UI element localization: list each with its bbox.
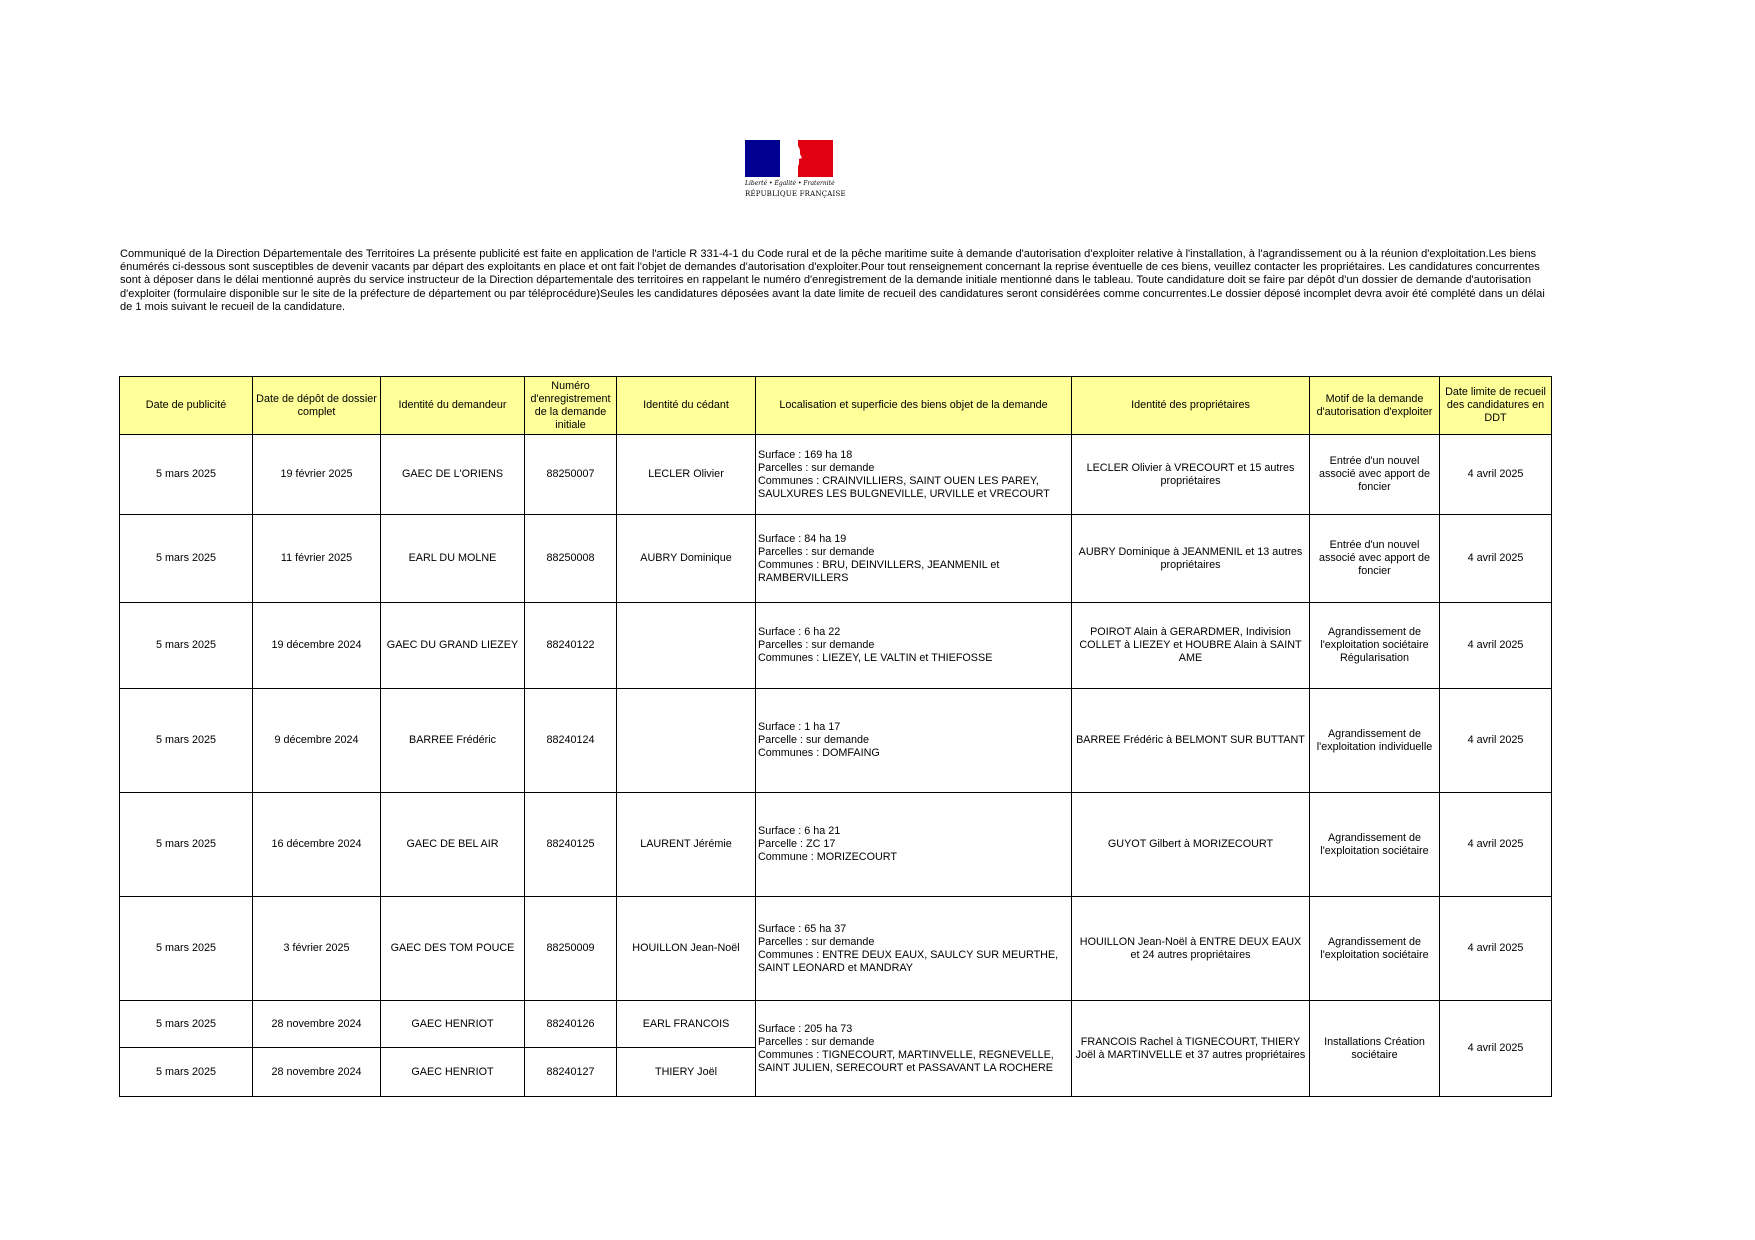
cell-motif: Agrandissement de l'exploitation individuelle: [1310, 689, 1440, 793]
cell-motif: Installations Création sociétaire: [1310, 1001, 1440, 1097]
header-proprietaires: Identité des propriétaires: [1072, 377, 1310, 435]
header-date-publicite: Date de publicité: [120, 377, 253, 435]
cell-proprietaires: AUBRY Dominique à JEANMENIL et 13 autres propriétaires: [1072, 515, 1310, 603]
parcelles-text: Parcelles : sur demande: [758, 461, 875, 474]
cell-demandeur: EARL DU MOLNE: [381, 515, 525, 603]
communes-text: Communes : TIGNECOURT, MARTINVELLE, REGNEVELLE, SAINT JULIEN, SERECOURT et PASSAVANT LA ROCHERE: [758, 1048, 1054, 1074]
cell-numero: 88250009: [525, 897, 617, 1001]
cell-localisation: [756, 515, 1072, 603]
surface-text: Surface : 84 ha 19: [758, 532, 847, 545]
cell-proprietaires: HOUILLON Jean-Noël à ENTRE DEUX EAUX et 24 autres propriétaires: [1072, 897, 1310, 1001]
cell-cedant: LAURENT Jérémie: [617, 793, 756, 897]
cell-localisation: [756, 435, 1072, 515]
parcelles-text: Parcelles : sur demande: [758, 1035, 875, 1048]
cell-demandeur: GAEC HENRIOT: [381, 1001, 525, 1048]
cell-pub: 5 mars 2025: [120, 515, 253, 603]
cell-motif: Entrée d'un nouvel associé avec apport de foncier: [1310, 435, 1440, 515]
cell-limite: 4 avril 2025: [1440, 435, 1552, 515]
cell-limite: 4 avril 2025: [1440, 897, 1552, 1001]
cell-motif: Agrandissement de l'exploitation sociétaire: [1310, 793, 1440, 897]
marianne-profile-icon: [771, 140, 809, 177]
parcelles-text: Parcelle : ZC 17: [758, 838, 836, 850]
cell-numero: 88240122: [525, 603, 617, 689]
cell-depot: 3 février 2025: [253, 897, 381, 1001]
cell-pub: 5 mars 2025: [120, 603, 253, 689]
cell-proprietaires: FRANCOIS Rachel à TIGNECOURT, THIERY Joël à MARTINVELLE et 37 autres propriétaires: [1072, 1001, 1310, 1097]
cell-numero: 88240124: [525, 689, 617, 793]
cell-demandeur: GAEC DE L'ORIENS: [381, 435, 525, 515]
table-row: [120, 1001, 1552, 1048]
cell-cedant: EARL FRANCOIS: [617, 1001, 756, 1048]
cell-depot: 19 février 2025: [253, 435, 381, 515]
communes-text: Communes : LIEZEY, LE VALTIN et THIEFOSSE: [758, 652, 993, 664]
cell-motif: Agrandissement de l'exploitation sociétaire Régularisation: [1310, 603, 1440, 689]
cell-limite: 4 avril 2025: [1440, 603, 1552, 689]
cell-proprietaires: POIROT Alain à GERARDMER, Indivision COLLET à LIEZEY et HOUBRE Alain à SAINT AME: [1072, 603, 1310, 689]
header-numero: Numéro d'enregistrement de la demande initiale: [525, 377, 617, 435]
surface-text: Surface : 6 ha 22: [758, 626, 841, 638]
cell-depot: 19 décembre 2024: [253, 603, 381, 689]
header-date-depot: Date de dépôt de dossier complet: [253, 377, 381, 435]
table-row: [120, 603, 1552, 689]
cell-pub: 5 mars 2025: [120, 1001, 253, 1048]
header-localisation: Localisation et superficie des biens objet de la demande: [756, 377, 1072, 435]
cell-cedant: [617, 603, 756, 689]
cell-numero: 88240127: [525, 1048, 617, 1097]
demandes-table: [119, 376, 1552, 1097]
cell-limite: 4 avril 2025: [1440, 793, 1552, 897]
surface-text: Surface : 205 ha 73: [758, 1022, 853, 1035]
cell-cedant: AUBRY Dominique: [617, 515, 756, 603]
cell-proprietaires: BARREE Frédéric à BELMONT SUR BUTTANT: [1072, 689, 1310, 793]
republic-name: RÉPUBLIQUE FRANÇAISE: [745, 190, 846, 198]
cell-motif: Entrée d'un nouvel associé avec apport de foncier: [1310, 515, 1440, 603]
header-cedant: Identité du cédant: [617, 377, 756, 435]
header-motif: Motif de la demande d'autorisation d'exploiter: [1310, 377, 1440, 435]
cell-cedant: LECLER Olivier: [617, 435, 756, 515]
cell-localisation: [756, 793, 1072, 897]
cell-localisation: [756, 689, 1072, 793]
cell-depot: 11 février 2025: [253, 515, 381, 603]
cell-demandeur: GAEC HENRIOT: [381, 1048, 525, 1097]
cell-limite: 4 avril 2025: [1440, 689, 1552, 793]
republique-francaise-logo: [745, 140, 846, 202]
cell-demandeur: GAEC DE BEL AIR: [381, 793, 525, 897]
table-row: [120, 515, 1552, 603]
cell-pub: 5 mars 2025: [120, 793, 253, 897]
cell-cedant: HOUILLON Jean-Noël: [617, 897, 756, 1001]
header-demandeur: Identité du demandeur: [381, 377, 525, 435]
cell-pub: 5 mars 2025: [120, 897, 253, 1001]
cell-pub: 5 mars 2025: [120, 689, 253, 793]
communes-text: Communes : CRAINVILLIERS, SAINT OUEN LES PAREY, SAULXURES LES BULGNEVILLE, URVILLE et VRECOURT: [758, 474, 1050, 500]
communes-text: Communes : ENTRE DEUX EAUX, SAULCY SUR MEURTHE, SAINT LEONARD et MANDRAY: [758, 948, 1059, 974]
cell-proprietaires: LECLER Olivier à VRECOURT et 15 autres propriétaires: [1072, 435, 1310, 515]
cell-depot: 28 novembre 2024: [253, 1048, 381, 1097]
cell-depot: 9 décembre 2024: [253, 689, 381, 793]
header-date-limite: Date limite de recueil des candidatures en DDT: [1440, 377, 1552, 435]
surface-text: Surface : 65 ha 37: [758, 922, 847, 935]
cell-depot: 28 novembre 2024: [253, 1001, 381, 1048]
surface-text: Surface : 169 ha 18: [758, 448, 853, 461]
cell-depot: 16 décembre 2024: [253, 793, 381, 897]
cell-numero: 88240125: [525, 793, 617, 897]
cell-cedant: THIERY Joël: [617, 1048, 756, 1097]
table-row: [120, 793, 1552, 897]
cell-numero: 88240126: [525, 1001, 617, 1048]
cell-numero: 88250007: [525, 435, 617, 515]
cell-demandeur: GAEC DU GRAND LIEZEY: [381, 603, 525, 689]
cell-localisation: [756, 897, 1072, 1001]
communes-text: Communes : DOMFAING: [758, 747, 880, 759]
table-header-row: [120, 377, 1552, 435]
parcelles-text: Parcelle : sur demande: [758, 734, 870, 746]
parcelles-text: Parcelles : sur demande: [758, 639, 875, 651]
cell-proprietaires: GUYOT Gilbert à MORIZECOURT: [1072, 793, 1310, 897]
cell-demandeur: GAEC DES TOM POUCE: [381, 897, 525, 1001]
cell-pub: 5 mars 2025: [120, 1048, 253, 1097]
cell-cedant: [617, 689, 756, 793]
communes-text: Communes : BRU, DEINVILLERS, JEANMENIL et RAMBERVILLERS: [758, 558, 1000, 584]
table-row: [120, 435, 1552, 515]
cell-localisation: [756, 1001, 1072, 1097]
cell-limite: 4 avril 2025: [1440, 515, 1552, 603]
table-row: [120, 689, 1552, 793]
communes-text: Commune : MORIZECOURT: [758, 851, 897, 863]
table-row: [120, 897, 1552, 1001]
cell-demandeur: BARREE Frédéric: [381, 689, 525, 793]
intro-paragraph: Communiqué de la Direction Départementale des Territoires La présente publicité est faite en application de l'article R 331-4-1 du Code rural et de la pêche maritime suite à demande d'autorisation d'exploiter relative à l'installation, à l'agrandissement ou à la réunion d'exploitation.Les biens énumérés ci-dessous sont susceptibles de devenir vacants par départ des exploitants en place et ont fait l'objet de demandes d'autorisation d'exploiter.Pour tout renseignement concernant la reprise éventuelle de ces biens, veuillez contacter les propriétaires. Les candidatures concurrentes sont à déposer dans le délai mentionné auprès du service instructeur de la Direction départementale des territoires en rappelant le numéro d'enregistrement de la demande initiale mentionné dans le tableau. Toute candidature doit se faire par dépôt d'un dossier de demande d'autorisation d'exploiter (formulaire disponible sur le site de la préfecture de département ou par téléprocédure)Seules les candidatures déposées avant la date limite de recueil des candidatures seront considérées comme concurrentes.Le dossier déposé incomplet devra avoir été complété dans un délai de 1 mois suivant le recueil de la candidature.: [120, 248, 1545, 313]
cell-motif: Agrandissement de l'exploitation sociétaire: [1310, 897, 1440, 1001]
republic-motto: Liberté • Égalité • Fraternité: [745, 180, 835, 187]
cell-pub: 5 mars 2025: [120, 435, 253, 515]
cell-localisation: [756, 603, 1072, 689]
parcelles-text: Parcelles : sur demande: [758, 545, 875, 558]
parcelles-text: Parcelles : sur demande: [758, 935, 875, 948]
cell-numero: 88250008: [525, 515, 617, 603]
cell-limite: 4 avril 2025: [1440, 1001, 1552, 1097]
surface-text: Surface : 1 ha 17: [758, 721, 841, 733]
surface-text: Surface : 6 ha 21: [758, 825, 841, 837]
